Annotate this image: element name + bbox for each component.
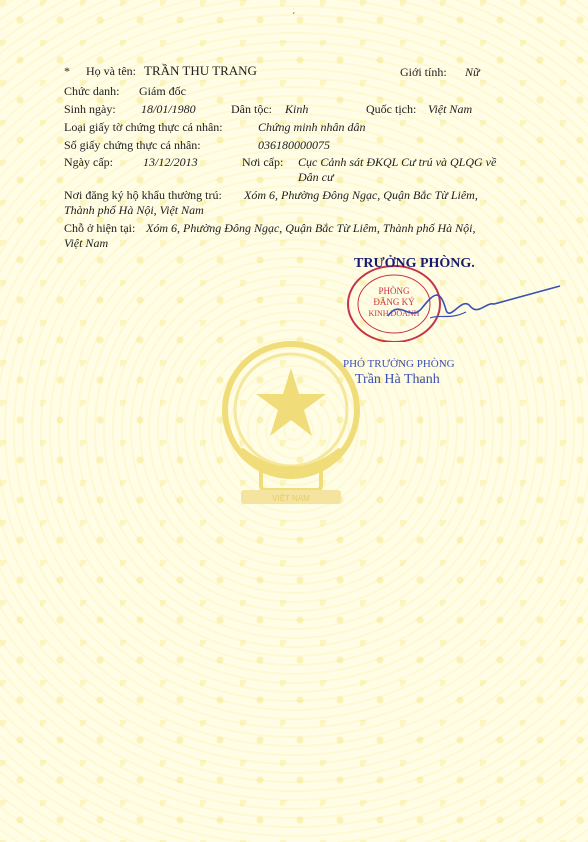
- signature-heading: TRƯỞNG PHÒNG.: [354, 256, 475, 271]
- gender-value: Nữ: [465, 65, 480, 79]
- id-number-label: Số giấy chứng thực cá nhân:: [64, 138, 201, 152]
- issue-place-line1: Cục Cảnh sát ĐKQL Cư trú và QLQG về: [298, 155, 497, 169]
- id-type-label: Loại giấy tờ chứng thực cá nhân:: [64, 120, 223, 134]
- registered-line1: Xóm 6, Phường Đông Ngạc, Quận Bắc Từ Liêm,: [244, 188, 478, 202]
- ethnicity-value: Kinh: [285, 102, 309, 116]
- id-number-value: 036180000075: [258, 138, 330, 152]
- issue-place-line2: Dân cư: [298, 170, 334, 184]
- stamp-line2: ĐĂNG KÝ: [373, 297, 415, 307]
- current-line1: Xóm 6, Phường Đông Ngạc, Quận Bắc Từ Liêm, Thành phố Hà Nội,: [146, 221, 476, 235]
- bullet-marker: *: [64, 64, 70, 78]
- name-label: Họ và tên:: [86, 64, 136, 78]
- stamp-line3: KINH DOANH: [368, 309, 420, 318]
- ethnicity-label: Dân tộc:: [231, 102, 272, 116]
- current-line2: Việt Nam: [64, 236, 109, 250]
- gender-label: Giới tính:: [400, 65, 447, 79]
- issue-date-value: 13/12/2013: [143, 155, 198, 169]
- nationality-label: Quốc tịch:: [366, 102, 417, 116]
- registered-line2: Thành phố Hà Nội, Việt Nam: [64, 203, 204, 217]
- nationality-value: Việt Nam: [428, 102, 473, 116]
- title-label: Chức danh:: [64, 84, 120, 98]
- id-type-value: Chứng minh nhân dân: [258, 120, 366, 134]
- deputy-title: PHÓ TRƯỞNG PHÒNG: [343, 358, 455, 370]
- current-label: Chỗ ở hiện tại:: [64, 221, 136, 235]
- handwritten-signature: [370, 278, 570, 338]
- emblem-text: VIỆT NAM: [272, 494, 310, 503]
- signer-name: Trần Hà Thanh: [355, 372, 440, 387]
- issue-place-label: Nơi cấp:: [242, 155, 284, 169]
- title-value: Giám đốc: [139, 84, 186, 98]
- name-value: TRẦN THU TRANG: [144, 63, 257, 78]
- issue-date-label: Ngày cấp:: [64, 155, 113, 169]
- dob-value: 18/01/1980: [141, 102, 196, 116]
- top-mark: ˊ: [292, 12, 296, 23]
- dob-label: Sinh ngày:: [64, 102, 116, 116]
- registered-label: Nơi đăng ký hộ khẩu thường trú:: [64, 188, 222, 202]
- stamp-line1: PHÒNG: [378, 286, 410, 296]
